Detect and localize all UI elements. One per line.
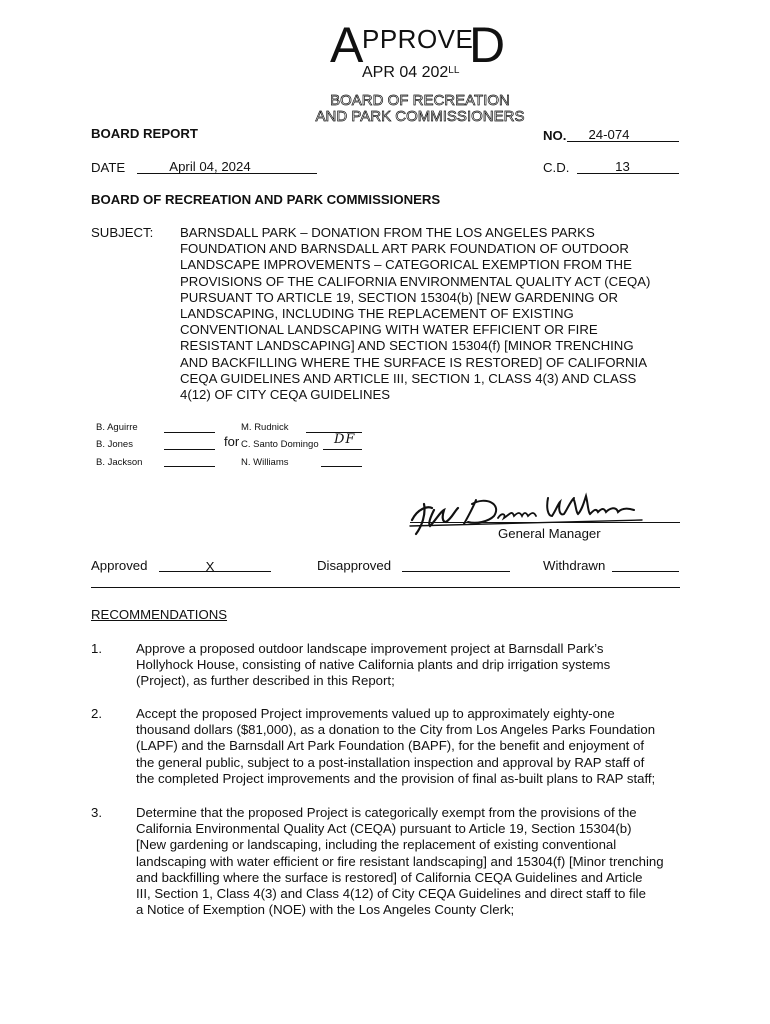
withdrawn-line: [612, 571, 679, 572]
subject-line: RESISTANT LANDSCAPING] AND SECTION 15304(f) [MINOR TRENCHING: [180, 338, 634, 354]
board-title: BOARD OF RECREATION AND PARK COMMISSIONERS: [91, 192, 441, 207]
report-number-value: 24-074: [588, 127, 630, 142]
stamp-board-line-1: BOARD OF RECREATION: [330, 92, 510, 109]
commissioner-sign-line: [321, 466, 362, 467]
report-number-label: NO.: [543, 128, 567, 143]
recommendation-item: [136, 805, 679, 918]
commissioner-sign-line: [164, 466, 215, 467]
subject-line: PROVISIONS OF THE CALIFORNIA ENVIRONMENTAL QUALITY ACT (CEQA): [180, 273, 651, 289]
commissioner-sign-line: [164, 432, 215, 433]
subject-line: LANDSCAPE IMPROVEMENTS – CATEGORICAL EXEMPTION FROM THE: [180, 257, 632, 273]
approved-stamp: [315, 17, 525, 125]
recommendation-line: Approve a proposed outdoor landscape improvement project at Barnsdall Park’s: [136, 641, 604, 656]
recommendation-line: a Notice of Exemption (NOE) with the Los Angeles County Clerk;: [136, 902, 515, 918]
subject-line: CONVENTIONAL LANDSCAPING WITH WATER EFFICIENT OR FIRE: [180, 322, 598, 338]
stamp-big-a: A: [330, 17, 364, 73]
commissioner-sign-line: [164, 449, 215, 450]
date-value: April 04, 2024: [169, 159, 251, 174]
withdrawn-label: Withdrawn: [543, 558, 606, 573]
commissioner-name: M. Rudnick: [241, 422, 289, 433]
stamp-middle-letters: PPROVE: [362, 24, 474, 54]
recommendation-line: the general public, subject to a post-installation inspection and approval by RAP staff of: [136, 754, 645, 770]
commissioner-name: B. Jackson: [96, 457, 143, 468]
recommendation-line: Determine that the proposed Project is categorically exempt from the provisions of the: [136, 805, 637, 820]
recommendation-line: [New gardening or landscaping, including the replacement of existing conventional: [136, 837, 617, 853]
recommendation-line: Hollyhock House, consisting of native California plants and drip irrigation systems: [136, 657, 611, 673]
subject-label: SUBJECT:: [91, 225, 154, 240]
for-handwritten-note: for: [224, 434, 240, 449]
stamp-big-d: D: [469, 17, 506, 73]
subject-line: LANDSCAPING, INCLUDING THE REPLACEMENT OF EXISTING: [180, 306, 574, 322]
recommendation-line: California Environmental Quality Act (CEQA) pursuant to Article 19, Section 15304(b): [136, 821, 632, 837]
recommendation-line: Accept the proposed Project improvements valued up to approximately eighty-one: [136, 706, 615, 721]
stamp-date: [362, 64, 459, 82]
date-label: DATE: [91, 160, 126, 175]
recommendation-number: 3.: [91, 805, 102, 820]
recommendation-line: (LAPF) and the Barnsdall Art Park Foundation (BAPF), for the benefit and enjoyment of: [136, 738, 644, 754]
disapproved-line: [402, 571, 510, 572]
recommendation-line: III, Section 1, Class 4(3) and Class 4(12) of City CEQA Guidelines and direct staff to file: [136, 886, 646, 902]
subject-line: CEQA GUIDELINES AND ARTICLE III, SECTION 1, CLASS 4(3) AND CLASS: [180, 370, 637, 386]
recommendations-heading: RECOMMENDATIONS: [91, 607, 228, 622]
recommendation-line: landscaping with water efficient or fire resistant landscaping] and 15304(f) [Minor trenching: [136, 853, 664, 869]
council-district-value: 13: [615, 159, 630, 174]
general-manager-title: General Manager: [498, 526, 601, 541]
section-divider: [91, 587, 680, 588]
signature-line: [410, 522, 680, 523]
subject-line: AND BACKFILLING WHERE THE SURFACE IS RESTORED] OF CALIFORNIA: [180, 354, 648, 370]
subject-block: [180, 225, 679, 403]
subject-line: 4(12) OF CITY CEQA GUIDELINES: [180, 387, 391, 403]
disapproved-label: Disapproved: [317, 558, 392, 573]
recommendation-item: [136, 706, 679, 787]
approved-mark: X: [205, 559, 215, 574]
board-report-label: BOARD REPORT: [91, 126, 198, 141]
commissioner-name: C. Santo Domingo: [241, 439, 319, 450]
initials-handwritten: DF: [334, 432, 356, 447]
subject-line: BARNSDALL PARK – DONATION FROM THE LOS ANGELES PARKS: [180, 225, 595, 240]
recommendation-number: 2.: [91, 706, 102, 721]
recommendation-line: thousand dollars ($81,000), as a donation to the City from Los Angeles Parks Foundation: [136, 722, 656, 738]
recommendation-item: [136, 641, 679, 690]
stamp-board-line-2: AND PARK COMMISSIONERS: [315, 108, 525, 125]
recommendation-line: (Project), as further described in this Report;: [136, 673, 395, 689]
subject-line: FOUNDATION AND BARNSDALL ART PARK FOUNDATION OF OUTDOOR: [180, 241, 629, 257]
stamp-date-suffix: LL: [448, 65, 460, 76]
recommendation-number: 1.: [91, 641, 102, 656]
subject-line: PURSUANT TO ARTICLE 19, SECTION 15304(b) [NEW GARDENING OR: [180, 289, 618, 305]
approved-label: Approved: [91, 558, 148, 573]
recommendation-line: the completed Project improvements and the provision of final as-built plans to RAP staff;: [136, 770, 656, 786]
stamp-date-value: APR 04 202: [362, 64, 449, 81]
commissioner-sign-line: [323, 449, 362, 450]
council-district-label: C.D.: [543, 160, 570, 175]
commissioner-name: B. Aguirre: [96, 422, 138, 433]
recommendation-line: and backfilling where the surface is restored] of California CEQA Guidelines and Article: [136, 869, 643, 885]
commissioner-name: B. Jones: [96, 439, 133, 450]
commissioner-name: N. Williams: [241, 457, 289, 468]
